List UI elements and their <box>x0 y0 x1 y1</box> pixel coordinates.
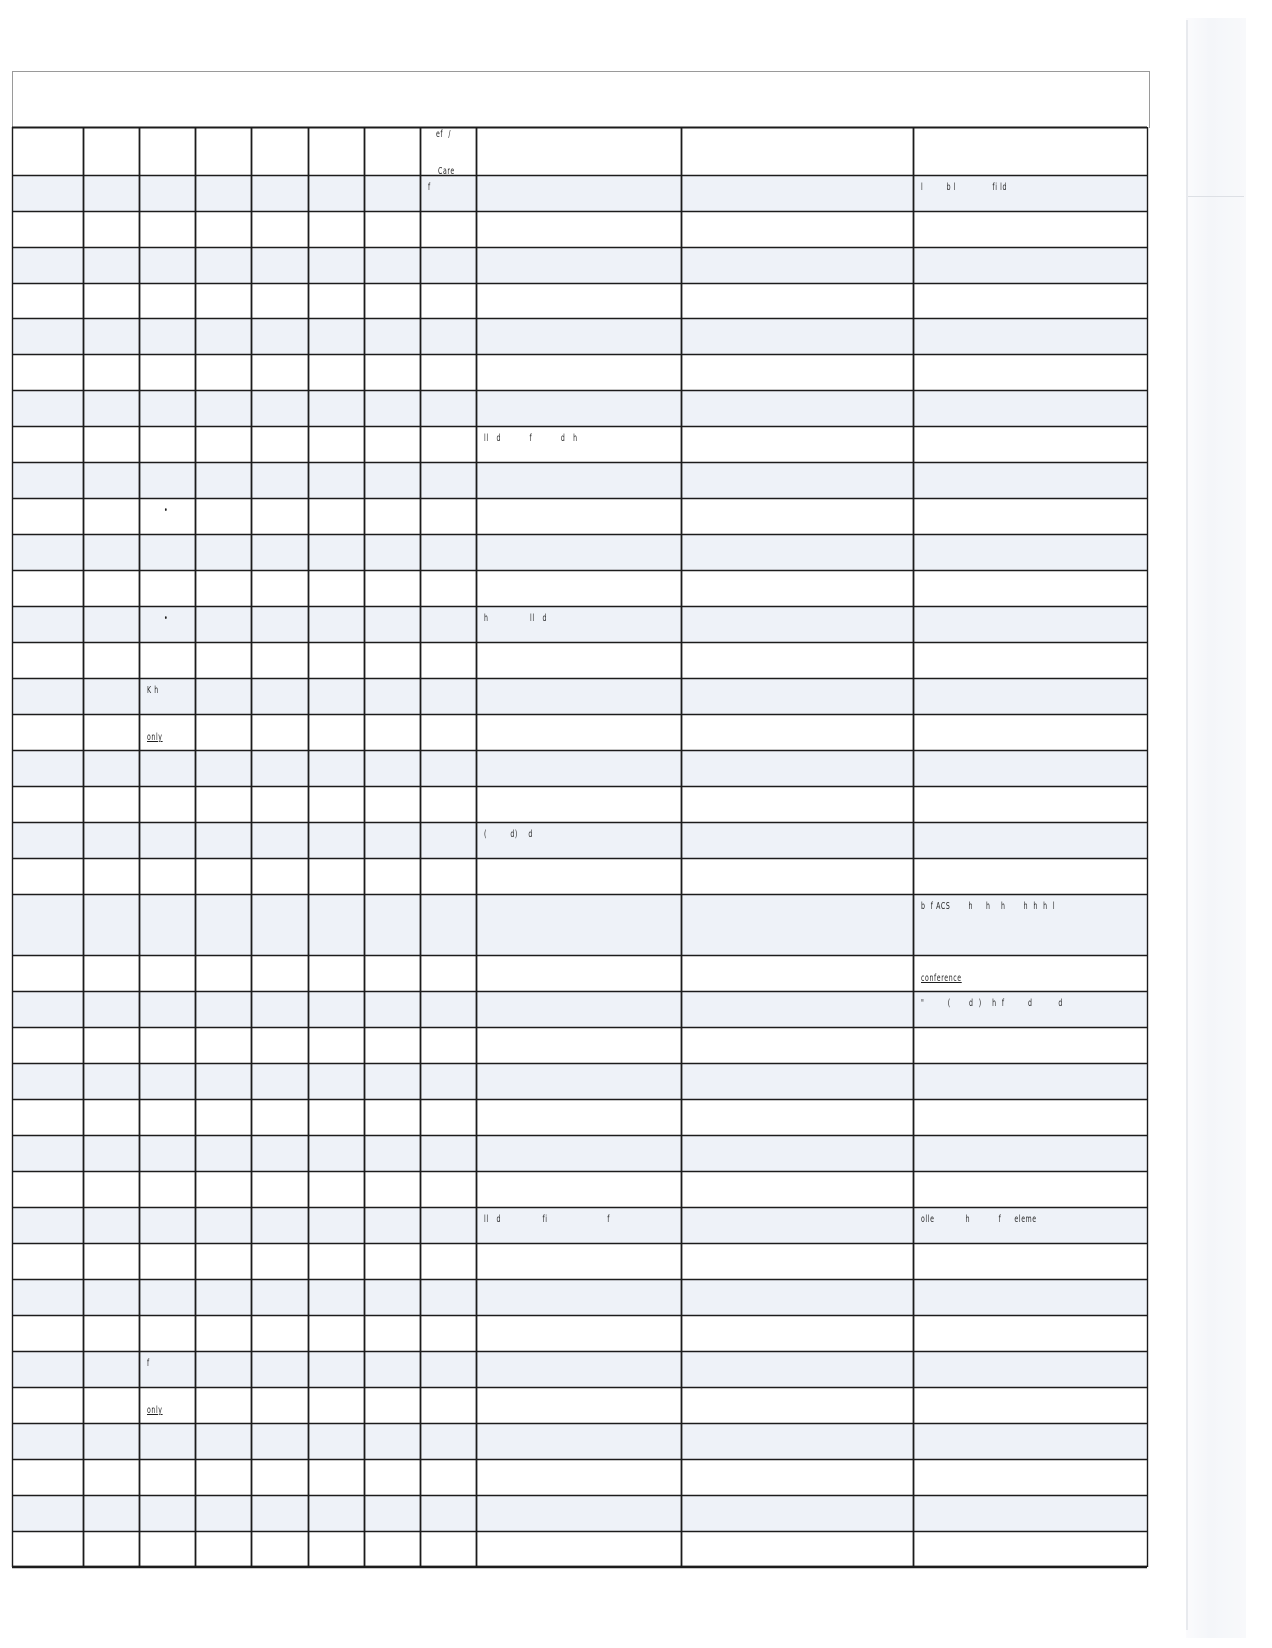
cell-annotation-continued: only <box>147 1405 163 1416</box>
cell-annotation: f <box>428 182 431 193</box>
cell-annotation: • <box>164 505 169 516</box>
cell-annotation-continued: conference <box>921 973 962 984</box>
row-shading <box>12 1063 1147 1099</box>
cell-annotation: ll d f d h <box>484 433 578 444</box>
cell-annotation-continued: only <box>147 732 163 743</box>
row-shading <box>12 822 1147 858</box>
cell-annotation: • <box>164 613 169 624</box>
row-shading <box>12 606 1147 642</box>
cell-annotation: ( d) d <box>484 829 533 840</box>
cell-annotation: b f ACS h h h h h h l <box>921 901 1056 912</box>
row-shading <box>12 1279 1147 1315</box>
row-shading <box>12 247 1147 283</box>
row-shading <box>12 1135 1147 1171</box>
cell-annotation: " ( d ) h f d d <box>921 998 1063 1009</box>
cell-annotation: f <box>147 1358 150 1369</box>
header-cell-text-top: ef / <box>436 129 452 140</box>
cell-annotation: K h <box>147 685 159 696</box>
cell-annotation: ll d fi f <box>484 1214 611 1225</box>
row-shading <box>12 534 1147 570</box>
row-shading <box>12 1351 1147 1387</box>
row-shading <box>12 1423 1147 1459</box>
row-shading <box>12 1495 1147 1531</box>
cell-annotation: h ll d <box>484 613 548 624</box>
cell-annotation: l b l fi ld <box>921 182 1008 193</box>
row-shading <box>12 318 1147 354</box>
row-shading <box>12 678 1147 714</box>
row-shading <box>12 750 1147 786</box>
row-shading <box>12 462 1147 498</box>
header-cell-text-care: Care <box>438 166 455 177</box>
row-shading <box>12 390 1147 426</box>
cell-annotation: olle h f eleme <box>921 1214 1037 1225</box>
